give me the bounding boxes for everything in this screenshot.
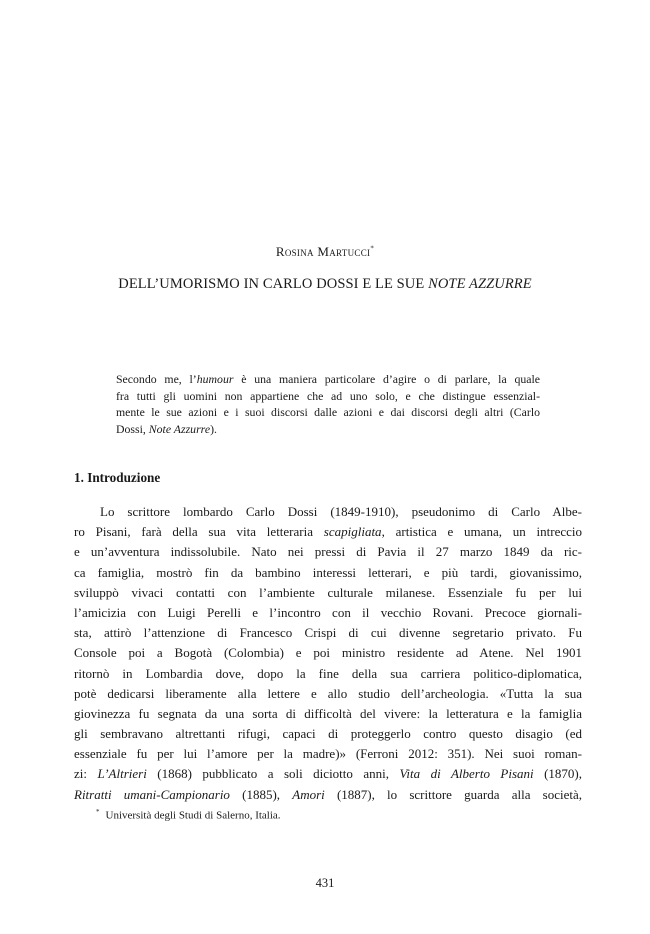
body-line [74,724,582,744]
body-line [74,522,582,542]
body-line [74,502,582,522]
article-title [0,276,650,293]
author-footnote-mark: * [370,244,375,253]
body-text: sta, attirò l’attenzione di Francesco Crispi di cui divenne segretario privato. Fu [74,625,582,641]
epigraph-text: è una maniera particolare d’agire o di parlare, la quale [233,372,540,386]
body-text: Console poi a Bogotà (Colombia) e poi ministro residente ad Atene. Nel 1901 [74,645,582,661]
body-text: Lo scrittore lombardo Carlo Dossi (1849-1910), pseudonimo di Carlo Albe- [100,504,582,519]
body-text: ro Pisani, farà della sua vita letteraria [74,524,324,540]
epigraph-text: fra tutti gli uomini non appartiene che ad uno solo, e che distingue essenzial- [116,388,540,403]
body-text: e un’avventura indissolubile. Nato nei pressi di Pavia il 27 marzo 1849 da ric- [74,544,582,560]
epigraph-text: mente le sue azioni e i suoi discorsi dalle azioni e dai discorsi degli altri (Carlo [116,405,540,420]
body-line [74,744,582,764]
body-line [74,603,582,623]
body-line [74,684,582,704]
author-text: Rosina Martucci [275,244,371,259]
body-text: zi: [74,766,98,782]
body-line [74,623,582,643]
body-text: sviluppò vivaci contatti con l’ambiente culturale milanese. Essenziale fu per lui [74,584,582,600]
epigraph-line [116,388,540,405]
body-line [74,704,582,724]
body-line [74,785,582,805]
body-line [74,643,582,663]
body-text: (1885), [229,786,293,802]
body-line [74,542,582,562]
title-italic: NOTE AZZURRE [428,276,532,292]
body-italic-text: Amori [292,786,325,802]
footnote [96,808,281,822]
footnote-mark: * [96,808,100,816]
footnote-text: Università degli Studi di Salerno, Italia. [105,809,281,822]
body-text: essenziale fu per lui l’amore per la madre)» (Ferroni 2012: 351). Nei suoi roman- [74,746,582,762]
epigraph-text: Secondo me, l’ [116,372,197,386]
body-text: potè dedicarsi liberamente alla lettere e allo studio dell’archeologia. «Tutta la sua [74,685,582,701]
epigraph-italic-text: Note Azzurre [148,421,211,436]
epigraph-text: Dossi, [116,421,149,436]
body-italic-text: Vita di Alberto Pisani [399,766,534,782]
page-number: 431 [315,876,335,890]
body-line [74,664,582,684]
body-line [74,583,582,603]
body-text: , artistica e umana, un intreccio [381,524,582,540]
body-text: ca famiglia, mostrò fin da bambino interessi letterari, e più tardi, giovanissimo, [74,564,582,580]
epigraph-line [116,421,540,438]
body-text: l’amicizia con Luigi Perelli e l’incontro con il vecchio Rovani. Precoce giornali- [74,604,582,620]
body-italic-text: scapigliata [323,524,382,540]
body-italic-text: Ritratti umani-Campionario [74,786,230,802]
epigraph-text: ). [210,421,217,436]
body-text: gli sembravano altrettanti rifugi, capaci di proteggerlo contro questo disagio (ed [74,726,582,742]
body-text: giovinezza fu segnata da una sorta di difficoltà del vivere: la letteratura e la famiglia [74,705,582,721]
body-paragraph [74,502,582,805]
body-line [74,563,582,583]
body-text: (1868) pubblicato a soli diciotto anni, [146,766,400,782]
body-text: (1870), [533,766,582,782]
epigraph-italic-text: humour [196,372,234,386]
epigraph [116,371,540,437]
title-plain: DELL’UMORISMO IN CARLO DOSSI E LE SUE [118,276,429,292]
author-name [0,244,650,260]
body-text: ritornò in Lombardia dove, dopo la fine della sua carriera politico-diplomatica, [74,665,582,681]
body-line [74,764,582,784]
epigraph-line [116,404,540,421]
body-italic-text: L’Altrieri [97,766,147,782]
body-text: (1887), lo scrittore guarda alla società, [324,786,583,802]
epigraph-line [116,371,540,388]
section-heading: 1. Introduzione [74,470,161,485]
